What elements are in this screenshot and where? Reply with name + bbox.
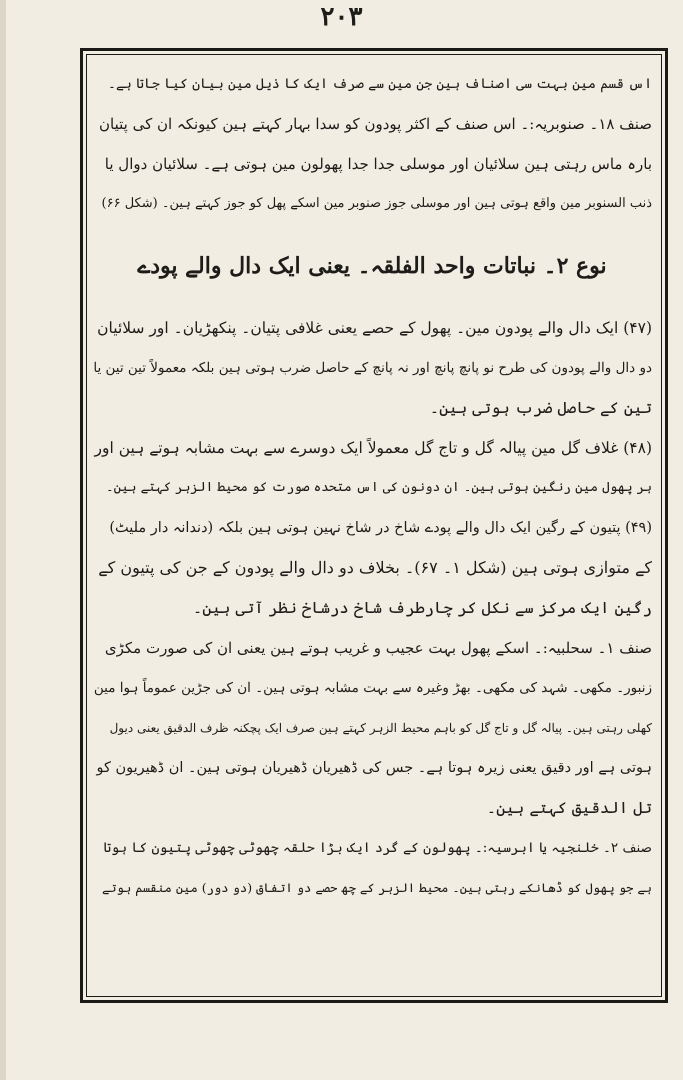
text-line: (۴۸) غلاف گل مین پیالہ گل و تاج گل معمولاً ایک دوسرے سے بہت مشابہ ہوتے ہین اور: [94, 439, 652, 457]
section-heading: نوع ۲۔ نباتات واحد الفلقہ۔ یعنی ایک دال والے پودے: [137, 253, 607, 279]
text-line: زنبور۔ مکھی۔ شہد کی مکھی۔ بھڑ وغیرہ سے بہت مشابہ ہوتی ہین۔ ان کی جڑین عموماً ہوا مین: [93, 680, 652, 696]
text-line: کے متوازی ہوتی ہین (شکل ۱۔ ۶۷)۔ بخلاف دو دال والے پودون کے جن کی پتیون کے: [98, 558, 652, 577]
text-body: [92, 64, 652, 908]
text-line: صنف ۲۔ خلنجیہ یا ابرسیہ:۔ پھولون کے گرد ایک بڑا حلقہ چھوٹی چھوٹی پتیون کا ہوتا: [103, 840, 652, 856]
text-line: ہر پھول مین رنگین ہوتی ہین۔ ان دونون کی اس متحدہ صورت کو محیط الزہر کہتے ہین۔: [106, 480, 652, 495]
text-line: اس قسم مین بہت سی اصناف ہین جن مین سے صرف ایک کا ذیل مین بیان کیا جاتا ہے۔: [108, 76, 652, 92]
text-line: دو دال والے پودون کی طرح نو پانچ پانچ اور نہ پانچ کے حاصل ضرب ہوتی ہین بلکہ معمولاً تین تین یا: [93, 360, 652, 376]
text-line: (۴۹) پتیون کے رگین ایک دال والے پودے شاخ در شاخ نہین ہوتی ہین بلکہ (دندانہ دار ملیٹ): [109, 520, 652, 536]
text-line: تل الدقیق کہتے ہین۔: [486, 798, 652, 817]
text-line: رگین ایک مرکز سے نکل کر چارطرف شاخ درشاخ نظر آتی ہین۔: [192, 598, 652, 617]
text-line: تین کے حاصل ضرب ہوتی ہین۔: [429, 398, 652, 417]
text-line: ہوتی ہے اور دقیق یعنی زیرہ ہوتا ہے۔ جس کی ڈھیریان ڈھیریان ہوتی ہین۔ ان ڈھیریون کو: [96, 760, 652, 776]
scan-edge: [0, 0, 6, 1080]
text-line: ہے جو پھول کو ڈھانکے رہتی ہین۔ محیط الزہر کے چھ حصے دو اتفاق (دو دور) مین منقسم ہوتے: [101, 880, 652, 895]
text-line: ذنب السنوبر مین واقع ہوتی ہین اور موسلی جوز صنوبر مین اسکے پھل کو جوز کہتے ہین۔ (شکل ۶۶): [101, 196, 652, 211]
text-line: کھلی رہتی ہین۔ پیالہ گل و تاج گل کو باہم محیط الزہر کہتے ہین صرف ایک پچکنہ ظرف الدقیق یعنی دیول: [109, 721, 652, 735]
text-line: صنف ۱۔ سحلبیہ:۔ اسکے پھول بہت عجیب و غریب ہوتے ہین یعنی ان کی صورت مکڑی: [104, 639, 652, 657]
text-line: (۴۷) ایک دال والے پودون مین۔ پھول کے حصے یعنی غلافی پتیان۔ پنکھڑیان۔ اور سلائیان: [97, 319, 652, 337]
text-line: صنف ۱۸۔ صنوبریہ:۔ اس صنف کے اکثر پودون کو سدا بہار کہتے ہین کیونکہ ان کی پتیان: [98, 115, 652, 133]
text-line: بارہ ماس رہتی ہین سلائیان اور موسلی جدا جدا پھولون مین ہوتی ہے۔ سلائیان دوال یا: [104, 155, 652, 173]
page-number: ۲۰۳: [320, 2, 363, 32]
